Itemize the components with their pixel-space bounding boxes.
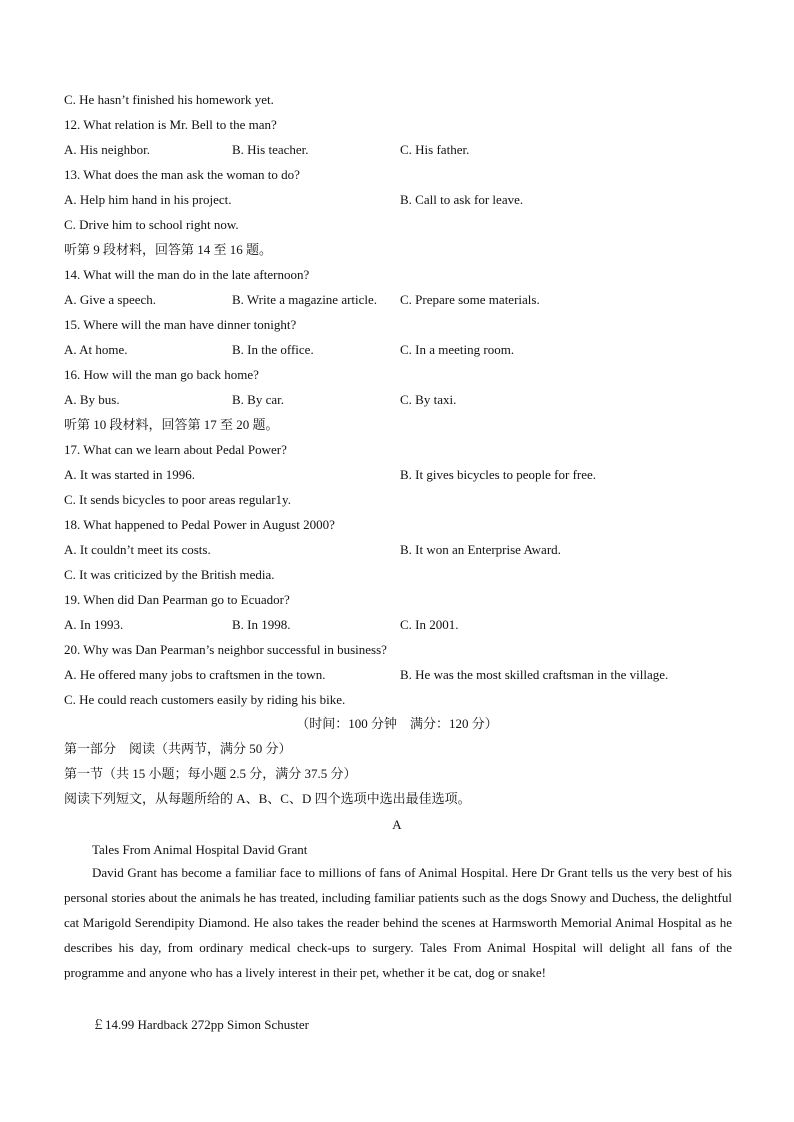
q17-option-a: A. It was started in 1996. xyxy=(64,467,196,482)
q13-option-b: B. Call to ask for leave. xyxy=(400,192,524,207)
question-19: 19. When did Dan Pearman go to Ecuador? xyxy=(64,592,290,607)
q18-option-c: C. It was criticized by the British media. xyxy=(64,567,275,582)
q14-option-a: A. Give a speech. xyxy=(64,292,157,307)
q19-option-b: B. In 1998. xyxy=(232,617,291,632)
q16-option-c: C. By taxi. xyxy=(400,392,457,407)
question-14: 14. What will the man do in the late afternoon? xyxy=(64,267,310,282)
book-info: ￡14.99 Hardback 272pp Simon Schuster xyxy=(92,1017,310,1032)
q15-option-a: A. At home. xyxy=(64,342,128,357)
section-9-instruction: 听第 9 段材料，回答第 14 至 16 题。 xyxy=(64,242,273,257)
q13-option-a: A. Help him hand in his project. xyxy=(64,192,232,207)
q18-option-a: A. It couldn’t meet its costs. xyxy=(64,542,211,557)
q14-options xyxy=(64,291,744,309)
q17-option-c: C. It sends bicycles to poor areas regular1y. xyxy=(64,492,291,507)
q16-option-a: A. By bus. xyxy=(64,392,120,407)
q12-option-b: B. His teacher. xyxy=(232,142,309,157)
q16-options xyxy=(64,391,744,409)
question-17: 17. What can we learn about Pedal Power? xyxy=(64,442,287,457)
section-10-instruction: 听第 10 段材料，回答第 17 至 20 题。 xyxy=(64,417,279,432)
q12-option-c: C. His father. xyxy=(400,142,470,157)
section-title: 第一节（共 15 小题；每小题 2.5 分，满分 37.5 分） xyxy=(64,766,357,781)
q11-option-c: C. He hasn’t finished his homework yet. xyxy=(64,92,274,107)
question-20: 20. Why was Dan Pearman’s neighbor successful in business? xyxy=(64,642,387,657)
q19-options xyxy=(64,616,744,634)
passage-title: Tales From Animal Hospital David Grant xyxy=(92,842,308,857)
q20-options xyxy=(64,666,744,684)
q17-option-b: B. It gives bicycles to people for free. xyxy=(400,467,597,482)
passage-body: David Grant has become a familiar face to millions of fans of Animal Hospital. Here Dr Grant tells us the very best of his personal stories about the animals he has treated, including familiar patients such as the dogs Snowy and Duchess, the delightful cat Marigold Serendipity Diamond. He also takes the reader behind the scenes at Harmsworth Memorial Animal Hospital as he describes his day, from ordinary medical check-ups to surgery. Tales From Animal Hospital will delight all fans of the programme and anyone who has a lively interest in their pet, whether it be cat, dog or snake! xyxy=(64,865,732,980)
q19-option-c: C. In 2001. xyxy=(400,617,459,632)
question-13: 13. What does the man ask the woman to do? xyxy=(64,167,300,182)
q13-option-c: C. Drive him to school right now. xyxy=(64,217,239,232)
q13-options xyxy=(64,191,744,209)
q20-option-a: A. He offered many jobs to craftsmen in the town. xyxy=(64,667,326,682)
question-15: 15. Where will the man have dinner tonight? xyxy=(64,317,297,332)
question-16: 16. How will the man go back home? xyxy=(64,367,259,382)
q14-option-b: B. Write a magazine article. xyxy=(232,292,378,307)
q15-option-b: B. In the office. xyxy=(232,342,314,357)
question-12: 12. What relation is Mr. Bell to the man? xyxy=(64,117,277,132)
q20-option-c: C. He could reach customers easily by riding his bike. xyxy=(64,692,346,707)
q12-option-a: A. His neighbor. xyxy=(64,142,150,157)
q20-option-b: B. He was the most skilled craftsman in the village. xyxy=(400,667,669,682)
q14-option-c: C. Prepare some materials. xyxy=(400,292,540,307)
q15-option-c: C. In a meeting room. xyxy=(400,342,515,357)
q19-option-a: A. In 1993. xyxy=(64,617,124,632)
part-title: 第一部分 阅读（共两节，满分 50 分） xyxy=(64,741,292,756)
q18-options xyxy=(64,541,744,559)
time-score-note: （时间：100 分钟 满分：120 分） xyxy=(296,716,498,731)
question-18: 18. What happened to Pedal Power in August 2000? xyxy=(64,517,335,532)
q17-options xyxy=(64,466,744,484)
reading-instruction: 阅读下列短文，从每题所给的 A、B、C、D 四个选项中选出最佳选项。 xyxy=(64,791,471,806)
q15-options xyxy=(64,341,744,359)
q12-options xyxy=(64,141,744,159)
q18-option-b: B. It won an Enterprise Award. xyxy=(400,542,561,557)
q16-option-b: B. By car. xyxy=(232,392,284,407)
passage-letter: A xyxy=(392,817,402,832)
